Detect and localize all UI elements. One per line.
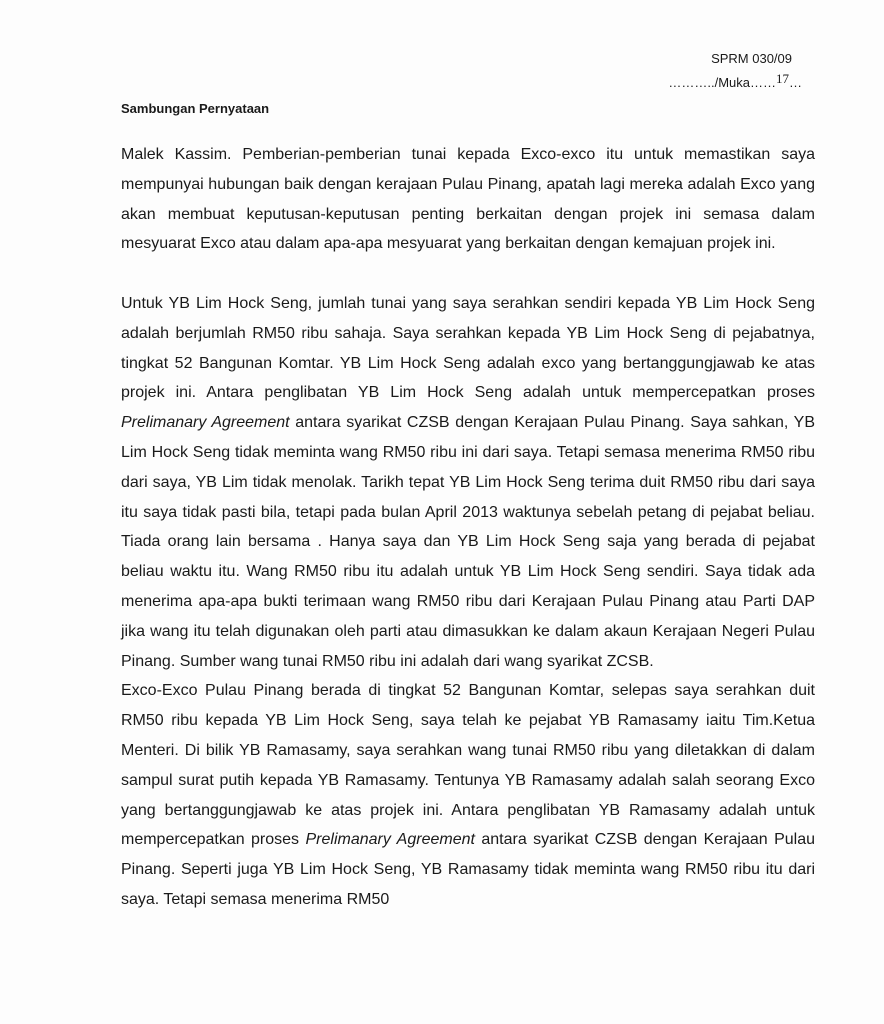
paragraph-2-italic-term: Prelimanary Agreement xyxy=(121,414,290,432)
statement-body xyxy=(121,140,815,915)
paragraph-3 xyxy=(121,676,815,914)
paragraph-3-text-a: Exco-Exco Pulau Pinang berada di tingkat 52 Bangunan Komtar, selepas saya serahkan duit RM50 ribu kepada YB Lim Hock Seng, saya telah ke pejabat YB Ramasamy iaitu Tim.Ketua Menteri. Di bilik YB Ramasamy, saya serahkan wang tunai RM50 ribu yang diletakkan di dalam sampul surat putih kepada YB Ramasamy. Tentunya YB Ramasamy adalah salah seorang Exco yang bertanggungjawab ke atas projek ini. Antara penglibatan YB Ramasamy adalah untuk mempercepatkan proses xyxy=(121,682,815,849)
paragraph-2-text-a: Untuk YB Lim Hock Seng, jumlah tunai yang saya serahkan sendiri kepada YB Lim Hock Seng adalah berjumlah RM50 ribu sahaja. Saya serahkan kepada YB Lim Hock Seng di pejabatnya, tingkat 52 Bangunan Komtar. YB Lim Hock Seng adalah exco yang bertanggungjawab ke atas projek ini. Antara penglibatan YB Lim Hock Seng adalah untuk mempercepatkan proses xyxy=(121,294,815,402)
section-heading: Sambungan Pernyataan xyxy=(121,101,270,116)
page-number-line xyxy=(668,71,802,91)
reference-number: SPRM 030/09 xyxy=(711,51,792,66)
paragraph-2 xyxy=(121,289,815,676)
page-number: 17 xyxy=(776,71,789,86)
page-number-prefix: ………../Muka…… xyxy=(668,75,776,90)
paragraph-3-italic-term: Prelimanary Agreement xyxy=(305,831,475,849)
paragraph-3-text-b: antara syarikat CZSB dengan Kerajaan Pulau Pinang. Seperti juga YB Lim Hock Seng, YB Ramasamy tidak meminta wang RM50 ribu itu dari saya. Tetapi semasa menerima RM50 xyxy=(121,831,815,908)
paragraph-1: Malek Kassim. Pemberian-pemberian tunai kepada Exco-exco itu untuk memastikan saya mempunyai hubungan baik dengan kerajaan Pulau Pinang, apatah lagi mereka adalah Exco yang akan membuat keputusan-keputusan penting berkaitan dengan projek ini semasa dalam mesyuarat Exco atau dalam apa-apa mesyuarat yang berkaitan dengan kemajuan projek ini. xyxy=(121,146,815,253)
paragraph-2-text-b: antara syarikat CZSB dengan Kerajaan Pulau Pinang. Saya sahkan, YB Lim Hock Seng tidak meminta wang RM50 ribu ini dari saya. Tetapi semasa menerima RM50 ribu dari saya, YB Lim tidak menolak. Tarikh tepat YB Lim Hock Seng terima duit RM50 ribu dari saya itu saya tidak pasti bila, tetapi pada bulan April 2013 waktunya sebelah petang di pejabat beliau. Tiada orang lain bersama . Hanya saya dan YB Lim Hock Seng saja yang berada di pejabat beliau waktu itu. Wang RM50 ribu itu adalah untuk YB Lim Hock Seng sendiri. Saya tidak ada menerima apa-apa bukti terimaan wang RM50 ribu dari Kerajaan Pulau Pinang atau Parti DAP jika wang itu telah digunakan oleh parti atau dimasukkan ke dalam akaun Kerajaan Negeri Pulau Pinang. Sumber wang tunai RM50 ribu ini adalah dari wang syarikat ZCSB. xyxy=(121,414,815,670)
page-number-suffix: … xyxy=(789,75,802,90)
